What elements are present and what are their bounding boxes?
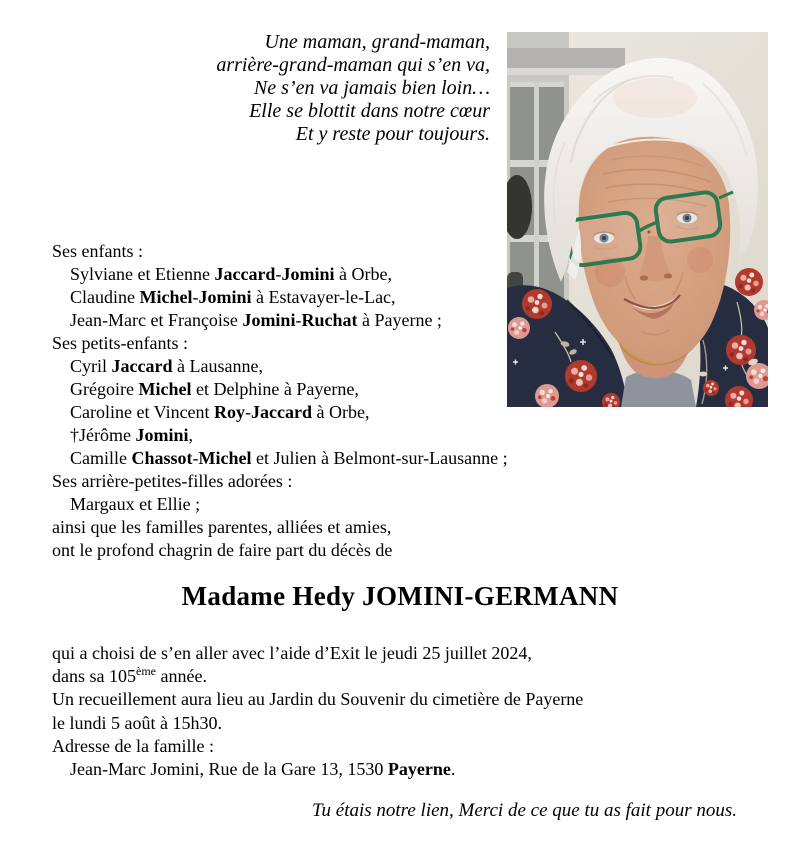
text-line: Caroline et Vincent Roy-Jaccard à Orbe, xyxy=(70,402,370,422)
text-line: Ne s’en va jamais bien loin… xyxy=(253,77,490,99)
family-list xyxy=(52,240,508,562)
text-line: le lundi 5 août à 15h30. xyxy=(52,712,222,733)
text-line: arrière-grand-maman qui s’en va, xyxy=(216,54,490,76)
text-line: Jean-Marc Jomini, Rue de la Gare 13, 1530 Payerne. xyxy=(70,759,456,780)
text-line: ainsi que les familles parentes, alliées et amies, xyxy=(52,517,392,537)
announcement xyxy=(52,642,583,781)
text-line: Ses arrière-petites-filles adorées : xyxy=(52,471,293,491)
text-line: ont le profond chagrin de faire part du décès de xyxy=(52,540,393,560)
text-line: dans sa 105ème année. xyxy=(52,664,207,687)
text-line: Claudine Michel-Jomini à Estavayer-le-Lac, xyxy=(70,287,396,307)
text-line: Cyril Jaccard à Lausanne, xyxy=(70,356,263,376)
text-line: †Jérôme Jomini, xyxy=(70,425,193,445)
text-line: Grégoire Michel et Delphine à Payerne, xyxy=(70,379,359,399)
text-line: Camille Chassot-Michel et Julien à Belmont-sur-Lausanne ; xyxy=(70,448,508,468)
text-line: Jean-Marc et Françoise Jomini-Ruchat à Payerne ; xyxy=(70,310,442,330)
text-line: Elle se blottit dans notre cœur xyxy=(249,100,490,122)
text-line: Ses petits-enfants : xyxy=(52,333,188,353)
text-line: Sylviane et Etienne Jaccard-Jomini à Orbe, xyxy=(70,264,392,284)
portrait-photo xyxy=(507,32,768,407)
text-line: qui a choisi de s’en aller avec l’aide d’Exit le jeudi 25 juillet 2024, xyxy=(52,643,532,663)
deceased-name-title: Madame Hedy JOMINI-GERMANN xyxy=(181,581,619,611)
memorial-poem xyxy=(140,31,490,146)
text-line: Une maman, grand-maman, xyxy=(264,31,490,53)
closing-quote: Tu étais notre lien, Merci de ce que tu as fait pour nous. xyxy=(312,800,737,821)
text-line: Margaux et Ellie ; xyxy=(70,494,201,514)
text-line: Ses enfants : xyxy=(52,241,143,261)
text-line: Et y reste pour toujours. xyxy=(295,123,490,145)
text-line: Adresse de la famille : xyxy=(52,735,214,756)
text-line: Un recueillement aura lieu au Jardin du Souvenir du cimetière de Payerne xyxy=(52,689,584,710)
